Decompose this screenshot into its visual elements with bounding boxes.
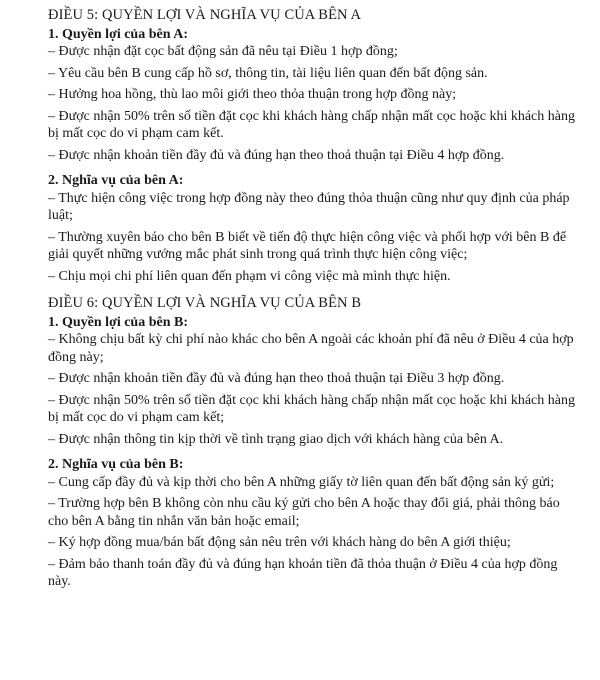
list-item: – Cung cấp đầy đủ và kịp thời cho bên A những giấy tờ liên quan đến bất động sản ký gửi; <box>48 474 555 490</box>
article-5-section <box>48 7 576 285</box>
list-item: – Được nhận 50% trên số tiền đặt cọc khi khách hàng chấp nhận mất cọc hoặc khi khách hàng bị mất cọc do vi phạm cam kết. <box>48 108 575 141</box>
party-b-obligations-title: 2. Nghĩa vụ của bên B: <box>48 457 184 472</box>
list-item: – Thực hiện công việc trong hợp đồng này theo đúng thỏa thuận cũng như quy định của pháp luật; <box>48 190 570 223</box>
list-item: – Được nhận đặt cọc bất động sản đã nêu tại Điều 1 hợp đồng; <box>48 44 398 59</box>
list-item: – Yêu cầu bên B cung cấp hồ sơ, thông tin, tài liệu liên quan đến bất động sản. <box>48 65 488 81</box>
party-b-obligations-block <box>48 456 576 591</box>
list-item: – Được nhận khoản tiền đầy đủ và đúng hạn theo thoả thuận tại Điều 3 hợp đồng. <box>48 371 505 386</box>
party-a-rights-title: 1. Quyền lợi của bên A: <box>48 26 188 42</box>
party-a-obligations-block <box>48 172 576 285</box>
party-b-rights-block <box>48 314 576 449</box>
list-item: – Được nhận 50% trên số tiền đặt cọc khi khách hàng chấp nhận mất cọc hoặc khi khách hàng bị mất cọc do vi phạm cam kết; <box>48 392 575 425</box>
article-6-heading: ĐIỀU 6: QUYỀN LỢI VÀ NGHĨA VỤ CỦA BÊN B <box>48 295 362 311</box>
article-6-section <box>48 295 576 591</box>
list-item: – Không chịu bất kỳ chi phí nào khác cho bên A ngoài các khoản phí đã nêu ở Điều 4 của hợp đồng này; <box>48 332 574 365</box>
party-a-obligations-title: 2. Nghĩa vụ của bên A: <box>48 173 184 188</box>
party-a-rights-block <box>48 26 576 165</box>
list-item: – Ký hợp đồng mua/bán bất động sản nêu trên với khách hàng do bên A giới thiệu; <box>48 535 511 550</box>
contract-document <box>48 7 576 601</box>
list-item: – Đảm bảo thanh toán đầy đủ và đúng hạn khoản tiền đã thỏa thuận ở Điều 4 của hợp đồng này. <box>48 556 558 589</box>
list-item: – Được nhận thông tin kịp thời về tình trạng giao dịch với khách hàng của bên A. <box>48 431 504 447</box>
party-b-rights-title: 1. Quyền lợi của bên B: <box>48 314 188 330</box>
list-item: – Chịu mọi chi phí liên quan đến phạm vi công việc mà mình thực hiện. <box>48 268 451 284</box>
list-item: – Hưởng hoa hồng, thù lao môi giới theo thỏa thuận trong hợp đồng này; <box>48 87 457 102</box>
article-5-heading: ĐIỀU 5: QUYỀN LỢI VÀ NGHĨA VỤ CỦA BÊN A <box>48 7 362 23</box>
list-item: – Thường xuyên báo cho bên B biết về tiến độ thực hiện công việc và phối hợp với bên B để giải quyết những vướng mắc phát sinh trong quá trình thực hiện công việc; <box>48 229 567 262</box>
list-item: – Được nhận khoản tiền đầy đủ và đúng hạn theo thoả thuận tại Điều 4 hợp đồng. <box>48 147 505 163</box>
list-item: – Trường hợp bên B không còn nhu cầu ký gửi cho bên A hoặc thay đổi giá, phải thông báo cho bên A bằng tin nhắn văn bản hoặc email; <box>48 496 560 529</box>
